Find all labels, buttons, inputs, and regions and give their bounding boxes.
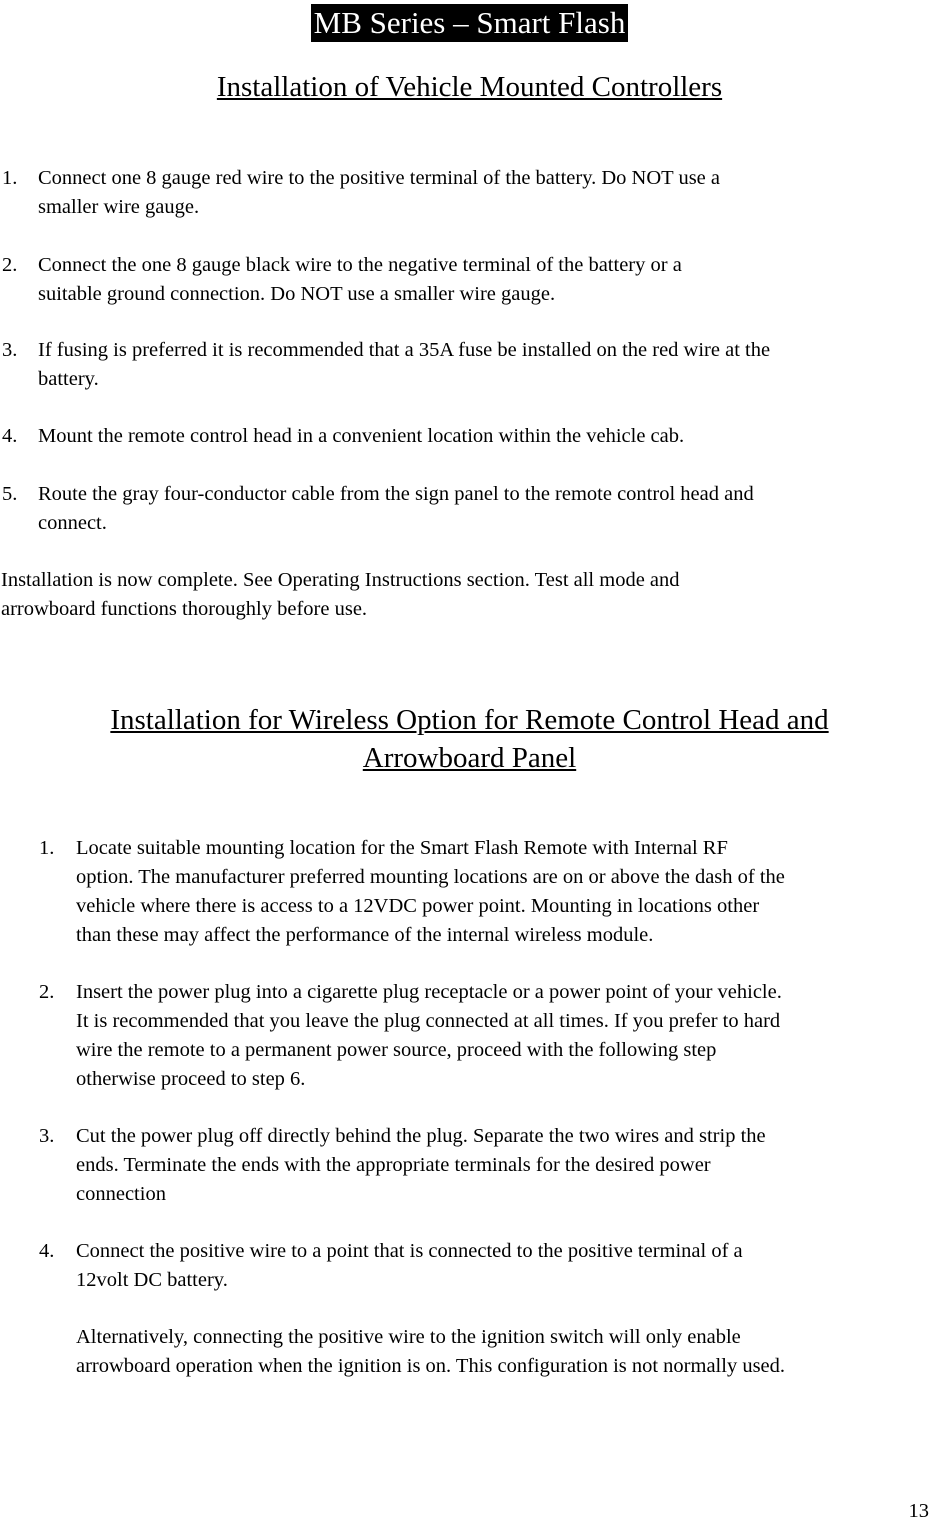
list-item	[0, 978, 939, 1096]
item-line: Route the gray four-conductor cable from the sign panel to the remote control head and	[38, 483, 754, 505]
item-line: 12volt DC battery.	[76, 1269, 228, 1291]
note-paragraph	[0, 1323, 939, 1383]
item-line: than these may affect the performance of the internal wireless module.	[76, 924, 654, 946]
item-line: ends. Terminate the ends with the appropriate terminals for the desired power	[76, 1154, 711, 1176]
item-line: Insert the power plug into a cigarette plug receptacle or a power point of your vehicle.	[76, 981, 782, 1003]
paragraph-line: Alternatively, connecting the positive wire to the ignition switch will only enable	[76, 1326, 741, 1348]
item-line: connection	[76, 1183, 166, 1205]
item-number: 4.	[2, 425, 18, 447]
item-number: 3.	[2, 339, 18, 361]
section2-title-line2: Arrowboard Panel	[362, 742, 577, 774]
paragraph-line: Installation is now complete. See Operating Instructions section. Test all mode and	[1, 569, 680, 591]
banner-text: MB Series – Smart Flash	[311, 4, 629, 42]
page-number: 13	[908, 1500, 929, 1522]
list-item	[0, 251, 939, 311]
item-line: otherwise proceed to step 6.	[76, 1068, 306, 1090]
paragraph-line: arrowboard functions thoroughly before use.	[1, 598, 368, 620]
item-line: Connect one 8 gauge red wire to the positive terminal of the battery. Do NOT use a	[38, 167, 720, 189]
section1-title: Installation of Vehicle Mounted Controllers	[216, 71, 723, 103]
item-line: wire the remote to a permanent power source, proceed with the following step	[76, 1039, 717, 1061]
item-number: 2.	[39, 981, 55, 1003]
item-line: Cut the power plug off directly behind the plug. Separate the two wires and strip the	[76, 1125, 766, 1147]
closing-paragraph	[0, 566, 939, 626]
list-item	[0, 1122, 939, 1212]
item-line: It is recommended that you leave the plug connected at all times. If you prefer to hard	[76, 1010, 781, 1032]
item-number: 4.	[39, 1240, 55, 1262]
list-item	[0, 164, 939, 224]
item-line: suitable ground connection. Do NOT use a smaller wire gauge.	[38, 283, 556, 305]
list-item	[0, 1237, 939, 1297]
item-line: Connect the positive wire to a point that is connected to the positive terminal of a	[76, 1240, 743, 1262]
list-item	[0, 336, 939, 396]
item-line: option. The manufacturer preferred mounting locations are on or above the dash of the	[76, 866, 785, 888]
section2-title-line1: Installation for Wireless Option for Remote Control Head and	[110, 704, 829, 736]
item-line: vehicle where there is access to a 12VDC power point. Mounting in locations other	[76, 895, 760, 917]
item-line: smaller wire gauge.	[38, 196, 200, 218]
item-number: 1.	[2, 167, 18, 189]
list-item	[0, 422, 939, 452]
paragraph-line: arrowboard operation when the ignition is on. This configuration is not normally used.	[76, 1355, 786, 1377]
item-line: Connect the one 8 gauge black wire to the negative terminal of the battery or a	[38, 254, 682, 276]
series-banner	[0, 4, 939, 42]
item-line: Mount the remote control head in a convenient location within the vehicle cab.	[38, 425, 685, 447]
list-item	[0, 480, 939, 540]
item-number: 1.	[39, 837, 55, 859]
item-line: battery.	[38, 368, 99, 390]
item-line: Locate suitable mounting location for the Smart Flash Remote with Internal RF	[76, 837, 728, 859]
list-item	[0, 834, 939, 952]
item-line: connect.	[38, 512, 107, 534]
item-line: If fusing is preferred it is recommended that a 35A fuse be installed on the red wire at the	[38, 339, 771, 361]
item-number: 5.	[2, 483, 18, 505]
item-number: 2.	[2, 254, 18, 276]
item-number: 3.	[39, 1125, 55, 1147]
